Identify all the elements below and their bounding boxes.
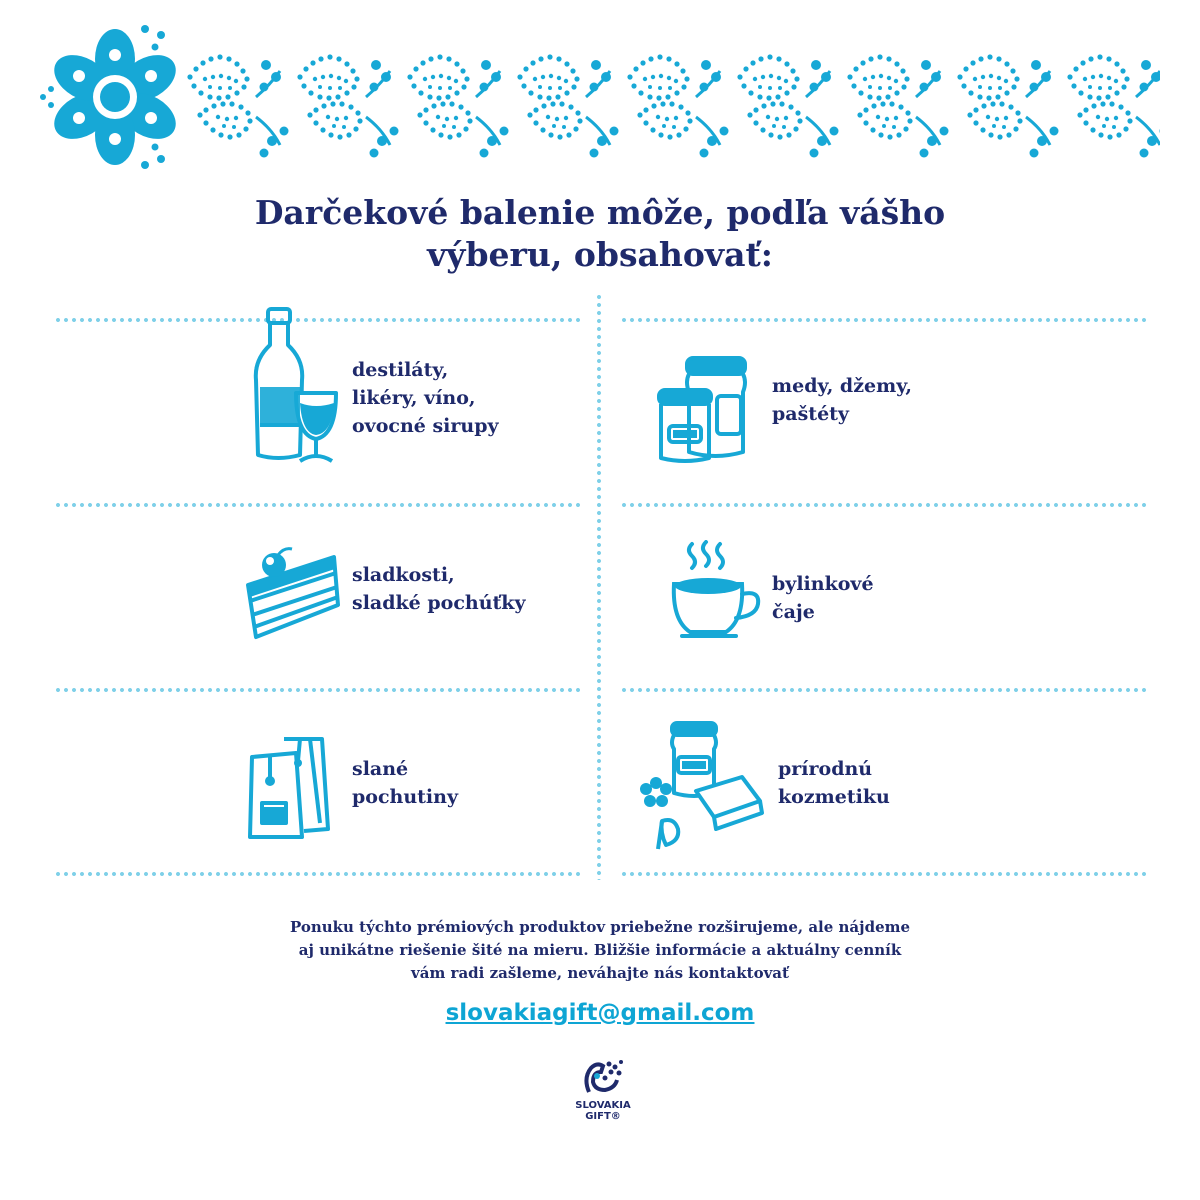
item-label-salty-snacks: slané pochutiny	[352, 758, 459, 808]
page-title-line1: Darčekové balenie môže, podľa vášho	[254, 193, 946, 232]
grid-divider	[620, 503, 1148, 507]
flower-icon	[40, 25, 184, 169]
cosmetics-icon	[638, 717, 768, 852]
logo-text-line1: SLOVAKIA	[575, 1100, 631, 1111]
jars-icon	[655, 352, 755, 467]
contact-email-link[interactable]: slovakiagift@gmail.com	[445, 1000, 755, 1026]
folk-ornament-border	[40, 22, 1160, 172]
logo-text-line2: GIFT®	[585, 1111, 621, 1122]
page-title-line2: výberu, obsahovať:	[427, 235, 773, 274]
slovakia-gift-bird-logo-icon	[581, 1058, 625, 1096]
slovakia-gift-logo	[568, 1058, 638, 1122]
grid-divider	[620, 872, 1148, 876]
item-label-honey-jams: medy, džemy, paštéty	[772, 375, 913, 425]
item-label-natural-cosmetics: prírodnú kozmetiku	[778, 758, 890, 808]
tea-cup-icon	[668, 540, 763, 640]
page-title	[0, 192, 1200, 276]
grid-divider	[54, 688, 582, 692]
grid-divider	[620, 688, 1148, 692]
cake-slice-icon	[244, 545, 344, 645]
grid-vertical-divider	[597, 293, 601, 880]
grid-divider	[54, 503, 582, 507]
grid-divider	[54, 872, 582, 876]
snack-bags-icon	[244, 733, 336, 841]
bottle-and-glass-icon	[246, 305, 342, 470]
item-label-herbal-teas: bylinkové čaje	[772, 573, 874, 623]
item-label-sweets: sladkosti, sladké pochúťky	[352, 564, 526, 614]
item-label-spirits: destiláty, likéry, víno, ovocné sirupy	[352, 359, 499, 437]
footer-note: Ponuku týchto prémiových produktov priebežne rozširujeme, ale nájdeme aj unikátne riešenie šité na mieru. Bližšie informácie a aktuálny cenník vám radi zašleme, neváhajte nás kontaktovať	[289, 918, 911, 982]
contact-email-container	[0, 1000, 1200, 1026]
grid-divider	[620, 318, 1148, 322]
